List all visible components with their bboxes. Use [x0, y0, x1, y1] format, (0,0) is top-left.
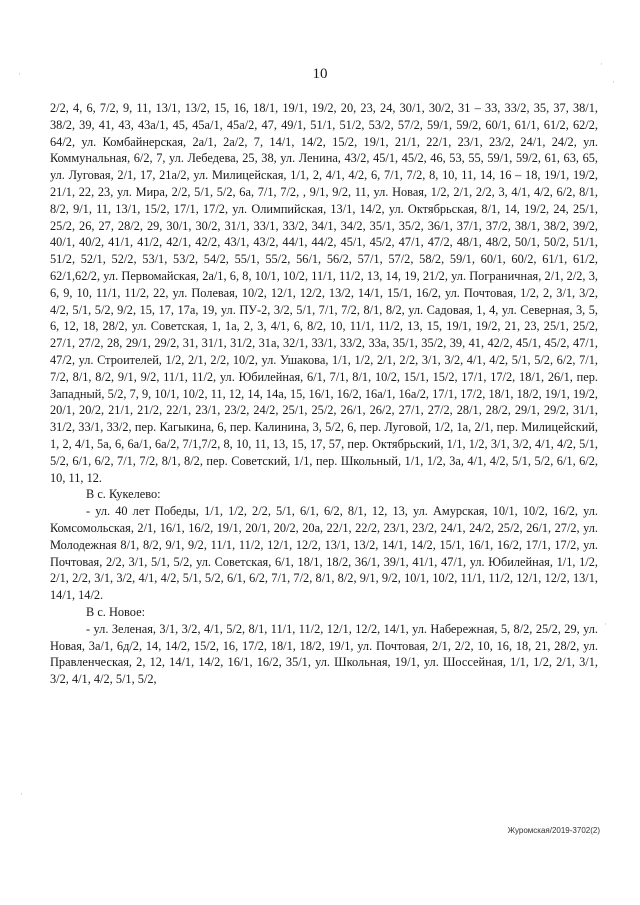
address-list-paragraph-novoe: - ул. Зеленая, 3/1, 3/2, 4/1, 5/2, 8/1, 11/1, 11/2, 12/1, 12/2, 14/1, ул. Набережная, 5, 8/2, 25/2, 29, ул. Новая, 3а/1, 6д/2, 14, 14/2, 15/2, 16, 17/2, 18/1, 18/2, 19/1, ул. Почтовая, 2/1, 2/2, 10, 16, 18, 21, 28/2, ул. Правленческая, 2, 12, 14/1, 14/2, 16/1, 16/2, 35/1, ул. Школьная, 19/1, ул. Шоссейная, 1/1, 1/2, 2/1, 3/1, 3/2, 4/1, 4/2, 5/1, 5/2, [50, 621, 598, 687]
section-heading-kukelevo: В с. Кукелево: [86, 487, 161, 502]
scan-speck: · [20, 790, 23, 800]
scan-speck: · [18, 70, 21, 80]
address-list-paragraph: 2/2, 4, 6, 7/2, 9, 11, 13/1, 13/2, 15, 16, 18/1, 19/1, 19/2, 20, 23, 24, 30/1, 30/2, 31 – 33, 33/2, 35, 37, 38/1, 38/2, 39, 41, 43, 43а/1, 45, 45а/1, 45а/2, 47, 49/1, 51/1, 51/2, 53/2, 57/2, 59/1, 59/2, 60/1, 61/1, 61/2, 62/2, 64/2, ул. Комбайнерская, 2а/1, 2а/2, 7, 14/1, 14/2, 15/2, 19/1, 21/1, 22/1, 23/1, 23/2, 24/1, 24/2, ул. Коммунальная, 6/2, 7, ул. Лебедева, 25, 38, ул. Ленина, 43/2, 45/1, 45/2, 46, 53, 55, 59/1, 59/2, 61, 63, 65, ул. Луговая, 2/1, 17, 21а/2, ул. Милицейская, 1/1, 2, 4/1, 4/2, 6, 7/1, 7/2, 8, 10, 11, 14, 16 – 18, 19/1, 19/2, 21/1, 22, 23, ул. Мира, 2/2, 5/1, 5/2, 6а, 7/1, 7/2, , 9/1, 9/2, 11, ул. Новая, 1/2, 2/1, 2/2, 3, 4/1, 4/2, 6/2, 8/1, 8/2, 9/1, 11, 13/1, 15/2, 17/1, 17/2, ул. Олимпийская, 13/1, 14/2, ул. Октябрьская, 8/1, 14, 19/2, 24, 25/1, 25/2, 26, 27, 28/2, 29, 30/1, 30/2, 31/1, 33/1, 33/2, 34/1, 34/2, 35/1, 35/2, 36/1, 37/1, 37/2, 38/1, 38/2, 39/2, 40/1, 40/2, 41/1, 41/2, 42/1, 42/2, 43/1, 43/2, 44/1, 44/2, 45/1, 45/2, 47/1, 47/2, 48/1, 48/2, 50/1, 50/2, 51/1, 51/2, 52/1, 52/2, 53/1, 53/2, 54/2, 55/1, 55/2, 56/1, 56/2, 57/1, 57/2, 58/2, 59/1, 60/1, 60/2, 61/1, 61/2, 62/1,62/2, ул. Первомайская, 2а/1, 6, 8, 10/1, 10/2, 11/1, 11/2, 13, 14, 19, 21/2, ул. Пограничная, 2/1, 2/2, 3, 6, 9, 10, 11/1, 11/2, 22, ул. Полевая, 10/2, 12/1, 12/2, 13/2, 14/1, 15/1, 16/2, ул. Почтовая, 1/2, 2, 3/1, 3/2, 4/2, 5/1, 5/2, 9/2, 15, 17, 17а, 19, ул. ПУ-2, 3/2, 5/1, 7/1, 7/2, 8/1, 8/2, ул. Садовая, 1, 4, ул. Северная, 3, 5, 6, 12, 18, 28/2, ул. Советская, 1, 1а, 2, 3, 4/1, 6, 8/2, 10, 11/1, 11/2, 13, 15, 19/1, 19/2, 21, 23, 25/1, 25/2, 27/1, 27/2, 28, 29/1, 29/2, 31, 31/1, 31/2, 31а, 32/1, 33/1, 33/2, 33а, 35/1, 35/2, 39, 41, 42/2, 45/1, 45/2, 47/1, 47/2, ул. Строителей, 1/2, 2/1, 2/2, 10/2, ул. Ушакова, 1/1, 1/2, 2/1, 2/2, 3/1, 3/2, 4/1, 4/2, 5/1, 5/2, 6/2, 7/1, 7/2, 8/1, 8/2, 9/1, 9/2, 11/1, 11/2, ул. Юбилейная, 6/1, 7/1, 8/1, 10/2, 15/1, 15/2, 17/1, 17/2, 18/1, 26/1, пер. Западный, 5/2, 7, 9, 10/1, 10/2, 11, 12, 14, 14а, 15, 16/1, 16/2, 16а/1, 16а/2, 17/1, 17/2, 18/1, 18/2, 19/1, 19/2, 20/1, 20/2, 21/1, 21/2, 22/1, 23/1, 23/2, 24/2, 25/1, 25/2, 26/1, 26/2, 27/1, 27/2, 28/1, 28/2, 29/1, 29/2, 31/1, 31/2, 33/1, 33/2, пер. Кагыкина, 6, пер. Калинина, 3, 5/2, 6, пер. Луговой, 1/2, 1а, 2/1, пер. Милицейский, 1, 2, 4/1, 5а, 6, 6а/1, 6а/2, 7/1,7/2, 8, 10, 11, 13, 15, 17, 57, пер. Октябрьский, 1/1, 1/2, 3/1, 3/2, 4/1, 4/2, 5/1, 5/2, 6/1, 6/2, 7/1, 7/2, 8/1, 8/2, пер. Советский, 1/1, пер. Школьный, 1/1, 1/2, 3а, 4/1, 4/2, 5/1, 5/2, 6/1, 6/2, 10, 11, 12. [50, 101, 598, 485]
section-heading-novoe: В с. Новое: [86, 604, 146, 619]
document-body [50, 100, 598, 688]
scan-speck: · [600, 60, 603, 70]
scan-speck: · [612, 78, 615, 88]
address-list-paragraph-kukelevo: - ул. 40 лет Победы, 1/1, 1/2, 2/2, 5/1, 6/1, 6/2, 8/1, 12, 13, ул. Амурская, 10/1, 10/2, 16/2, ул. Комсомольская, 2/1, 16/1, 16/2, 19/1, 20/1, 20/2, 20а, 22/1, 22/2, 23/1, 23/2, 24/1, 24/2, 25/2, 26/1, 27/2, ул. Молодежная 8/1, 8/2, 9/1, 9/2, 11/1, 11/2, 12/1, 12/2, 13/1, 13/2, 14/1, 14/2, 15/1, 16/1, 16/2, 17/1, 17/2, ул. Почтовая, 2/2, 3/1, 5/1, 5/2, ул. Советская, 6/1, 18/1, 18/2, 36/1, 39/1, 41/1, 47/1, ул. Юбилейная, 1/1, 1/2, 2/1, 2/2, 3/1, 3/2, 4/1, 4/2, 5/1, 5/2, 6/1, 6/2, 7/1, 7/2, 8/1, 8/2, 9/1, 9/2, 10/1, 10/2, 11/1, 11/2, 12/1, 12/2, 13/1, 14/1, 14/2. [50, 504, 598, 603]
document-code: Журомская/2019-3702(2) [507, 826, 600, 835]
scan-speck: · [604, 620, 607, 630]
page-number: 10 [312, 66, 328, 82]
